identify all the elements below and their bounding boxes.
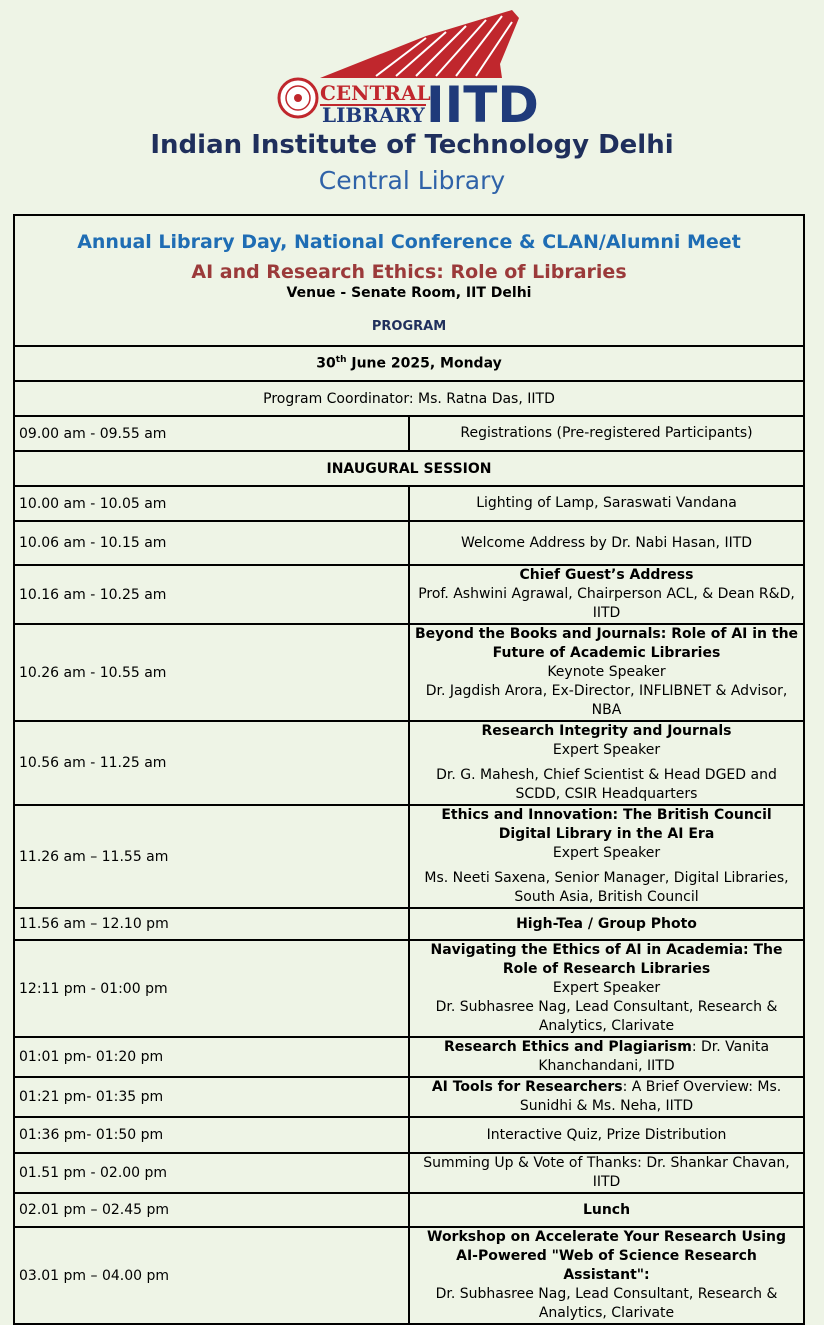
session-role: Expert Speaker	[552, 742, 661, 758]
time-cell: 11.26 am – 11.55 am	[14, 805, 409, 908]
session-cell	[409, 805, 804, 908]
session-title: Navigating the Ethics of AI in Academia: The Role of Research Libraries	[430, 942, 783, 977]
table-row	[14, 1077, 804, 1117]
logo-central: CENTRAL	[320, 81, 431, 105]
time-cell: 10.06 am - 10.15 am	[14, 521, 409, 565]
session-title: Beyond the Books and Journals: Role of AI in the Future of Academic Libraries	[414, 626, 799, 661]
table-row	[14, 416, 804, 451]
session-cell	[409, 1227, 804, 1324]
institute-title: Indian Institute of Technology Delhi	[150, 130, 674, 160]
inaugural-row	[14, 451, 804, 486]
session-cell	[409, 940, 804, 1037]
time-cell: 11.56 am – 12.10 pm	[14, 908, 409, 940]
session-title: Workshop on Accelerate Your Research Using AI-Powered "Web of Science Research Assistant":	[427, 1229, 786, 1283]
table-row	[14, 721, 804, 805]
event-header-row	[14, 215, 804, 346]
program-label: PROGRAM	[371, 319, 447, 334]
date-rest: June 2025, Monday	[346, 355, 502, 372]
table-row	[14, 1037, 804, 1077]
date-row	[14, 346, 804, 381]
table-row	[14, 1153, 804, 1193]
time-cell: 12:11 pm - 01:00 pm	[14, 940, 409, 1037]
session-speaker: Prof. Ashwini Agrawal, Chairperson ACL, & Dean R&D, IITD	[418, 586, 795, 621]
event-venue: Venue - Senate Room, IIT Delhi	[286, 285, 532, 301]
table-row	[14, 805, 804, 908]
session-cell	[409, 721, 804, 805]
time-cell: 09.00 am - 09.55 am	[14, 416, 409, 451]
iitd-central-library-logo	[276, 8, 538, 126]
inaugural-label: INAUGURAL SESSION	[14, 451, 804, 486]
session-speaker: Ms. Neeti Saxena, Senior Manager, Digital Libraries, South Asia, British Council	[424, 870, 789, 905]
session-role: Expert Speaker	[552, 845, 661, 861]
session-cell	[409, 624, 804, 721]
table-row	[14, 1227, 804, 1324]
time-cell: 01.51 pm - 02.00 pm	[14, 1153, 409, 1193]
time-cell: 10.16 am - 10.25 am	[14, 565, 409, 624]
session-role: Keynote Speaker	[547, 664, 666, 680]
session-speaker: : A Brief Overview: Ms. Sunidhi & Ms. Neha, IITD	[519, 1079, 782, 1114]
session-cell: High-Tea / Group Photo	[409, 908, 804, 940]
session-cell: Registrations (Pre-registered Participants)	[409, 416, 804, 451]
session-title: Chief Guest’s Address	[519, 567, 694, 583]
session-speaker: Dr. Subhasree Nag, Lead Consultant, Research & Analytics, Clarivate	[435, 1286, 778, 1321]
session-cell: Summing Up & Vote of Thanks: Dr. Shankar Chavan, IITD	[409, 1153, 804, 1193]
time-cell: 10.26 am - 10.55 am	[14, 624, 409, 721]
coordinator-text: Program Coordinator: Ms. Ratna Das, IITD	[14, 381, 804, 416]
program-table	[13, 214, 805, 1325]
session-title: Ethics and Innovation: The British Council Digital Library in the AI Era	[441, 807, 772, 842]
event-date	[14, 346, 804, 381]
time-cell: 01:01 pm- 01:20 pm	[14, 1037, 409, 1077]
event-theme: AI and Research Ethics: Role of Libraries	[191, 261, 627, 283]
session-speaker: : Dr. Vanita Khanchandani, IITD	[538, 1039, 770, 1074]
session-title: Research Integrity and Journals	[481, 723, 732, 739]
time-cell: 02.01 pm – 02.45 pm	[14, 1193, 409, 1227]
date-suffix: th	[335, 355, 347, 366]
logo-graphic	[276, 8, 538, 126]
session-cell	[409, 1037, 804, 1077]
session-cell: Lunch	[409, 1193, 804, 1227]
table-row	[14, 624, 804, 721]
table-row	[14, 1117, 804, 1153]
table-row	[14, 486, 804, 521]
time-cell: 03.01 pm – 04.00 pm	[14, 1227, 409, 1324]
session-title: AI Tools for Researchers	[431, 1079, 623, 1095]
session-title: Research Ethics and Plagiarism	[443, 1039, 692, 1055]
session-speaker: Dr. G. Mahesh, Chief Scientist & Head DGED and SCDD, CSIR Headquarters	[436, 767, 777, 802]
time-cell: 10.56 am - 11.25 am	[14, 721, 409, 805]
table-row	[14, 1193, 804, 1227]
session-cell: Interactive Quiz, Prize Distribution	[409, 1117, 804, 1153]
table-row	[14, 521, 804, 565]
session-role: Expert Speaker	[552, 980, 661, 996]
date-day: 30	[316, 355, 336, 372]
session-cell	[409, 565, 804, 624]
session-cell	[409, 1077, 804, 1117]
session-speaker: Dr. Jagdish Arora, Ex-Director, INFLIBNET & Advisor, NBA	[425, 683, 788, 718]
event-title: Annual Library Day, National Conference & CLAN/Alumni Meet	[77, 231, 741, 253]
session-cell: Welcome Address by Dr. Nabi Hasan, IITD	[409, 521, 804, 565]
time-cell: 01:36 pm- 01:50 pm	[14, 1117, 409, 1153]
time-cell: 10.00 am - 10.05 am	[14, 486, 409, 521]
table-row	[14, 940, 804, 1037]
session-cell: Lighting of Lamp, Saraswati Vandana	[409, 486, 804, 521]
table-row	[14, 908, 804, 940]
time-cell: 01:21 pm- 01:35 pm	[14, 1077, 409, 1117]
unit-title: Central Library	[318, 166, 506, 195]
table-row	[14, 565, 804, 624]
logo-library: LIBRARY	[322, 103, 425, 126]
session-speaker: Dr. Subhasree Nag, Lead Consultant, Research & Analytics, Clarivate	[435, 999, 778, 1034]
coordinator-row	[14, 381, 804, 416]
logo-iitd: IITD	[426, 76, 538, 126]
